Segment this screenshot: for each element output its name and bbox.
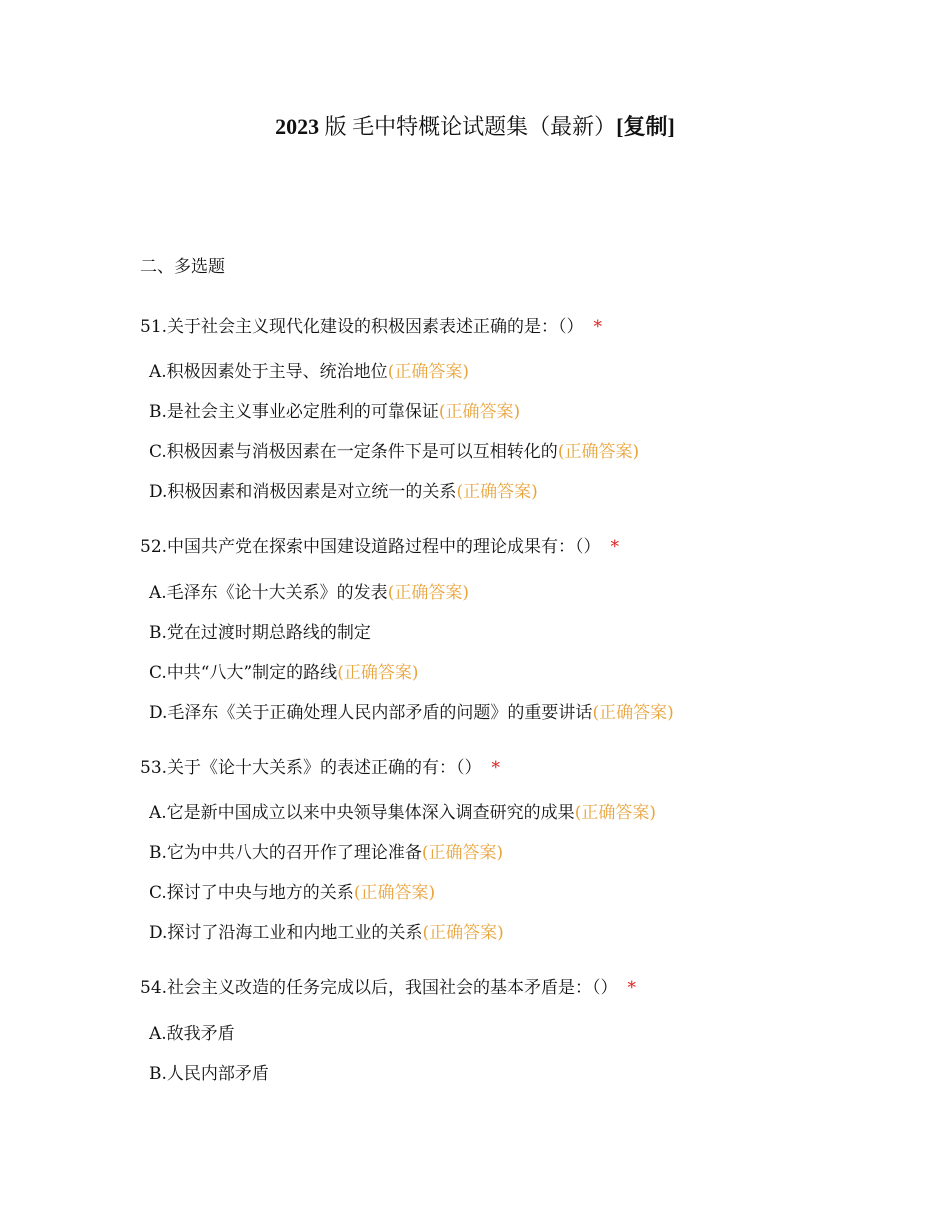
option-text: A.敌我矛盾	[149, 1024, 235, 1044]
option-53-d[interactable]	[149, 918, 504, 943]
option-text: D.毛泽东《关于正确处理人民内部矛盾的问题》的重要讲话	[149, 703, 593, 723]
option-text: A.积极因素处于主导、统治地位	[149, 362, 388, 382]
required-mark: *	[491, 758, 501, 778]
required-mark: *	[610, 537, 620, 557]
correct-answer-tag: (正确答案)	[337, 663, 419, 683]
option-text: D.积极因素和消极因素是对立统一的关系	[149, 482, 457, 502]
option-51-b[interactable]	[149, 397, 520, 422]
question-51	[140, 312, 602, 337]
title-prefix: 2023	[275, 114, 320, 139]
option-text: B.人民内部矛盾	[149, 1064, 269, 1084]
option-51-d[interactable]	[149, 477, 538, 502]
option-54-a[interactable]	[149, 1019, 235, 1044]
option-52-a[interactable]	[149, 578, 469, 603]
question-text: 52.中国共产党在探索中国建设道路过程中的理论成果有：（）	[140, 537, 601, 557]
question-53	[140, 753, 500, 778]
option-51-c[interactable]	[149, 437, 639, 462]
correct-answer-tag: (正确答案)	[421, 843, 504, 863]
option-text: C.探讨了中央与地方的关系	[149, 883, 354, 903]
option-54-b[interactable]	[149, 1059, 269, 1084]
question-text: 54.社会主义改造的任务完成以后，我国社会的基本矛盾是：（）	[140, 978, 618, 998]
option-52-d[interactable]	[149, 698, 674, 723]
question-text: 53.关于《论十大关系》的表述正确的有：（）	[140, 758, 482, 778]
option-text: C.中共“八大”制定的路线	[149, 663, 338, 683]
correct-answer-tag: (正确答案)	[592, 703, 674, 723]
option-text: A.毛泽东《论十大关系》的发表	[149, 583, 388, 603]
required-mark: *	[593, 317, 603, 337]
page-title	[0, 110, 950, 141]
title-main: 版 毛中特概论试题集（最新）	[324, 114, 617, 139]
option-text: A.它是新中国成立以来中央领导集体深入调查研究的成果	[149, 803, 575, 823]
option-53-c[interactable]	[149, 878, 435, 903]
title-suffix: [复制]	[616, 114, 675, 139]
correct-answer-tag: (正确答案)	[574, 803, 656, 823]
required-mark: *	[627, 978, 637, 998]
correct-answer-tag: (正确答案)	[438, 402, 521, 422]
correct-answer-tag: (正确答案)	[422, 923, 504, 943]
option-52-c[interactable]	[149, 658, 418, 683]
option-53-b[interactable]	[149, 838, 503, 863]
option-51-a[interactable]	[149, 357, 469, 382]
option-text: C.积极因素与消极因素在一定条件下是可以互相转化的	[149, 442, 558, 462]
option-text: B.它为中共八大的召开作了理论准备	[149, 843, 422, 863]
section-heading: 二、多选题	[140, 257, 225, 277]
option-52-b[interactable]	[149, 618, 371, 643]
correct-answer-tag: (正确答案)	[557, 442, 640, 462]
correct-answer-tag: (正确答案)	[353, 883, 436, 903]
option-text: B.党在过渡时期总路线的制定	[149, 623, 371, 643]
question-text: 51.关于社会主义现代化建设的积极因素表述正确的是：（）	[140, 317, 584, 337]
question-52	[140, 532, 619, 557]
option-text: D.探讨了沿海工业和内地工业的关系	[149, 923, 423, 943]
correct-answer-tag: (正确答案)	[387, 362, 469, 382]
question-54	[140, 973, 636, 998]
correct-answer-tag: (正确答案)	[456, 482, 538, 502]
option-text: B.是社会主义事业必定胜利的可靠保证	[149, 402, 439, 422]
correct-answer-tag: (正确答案)	[387, 583, 469, 603]
option-53-a[interactable]	[149, 798, 656, 823]
